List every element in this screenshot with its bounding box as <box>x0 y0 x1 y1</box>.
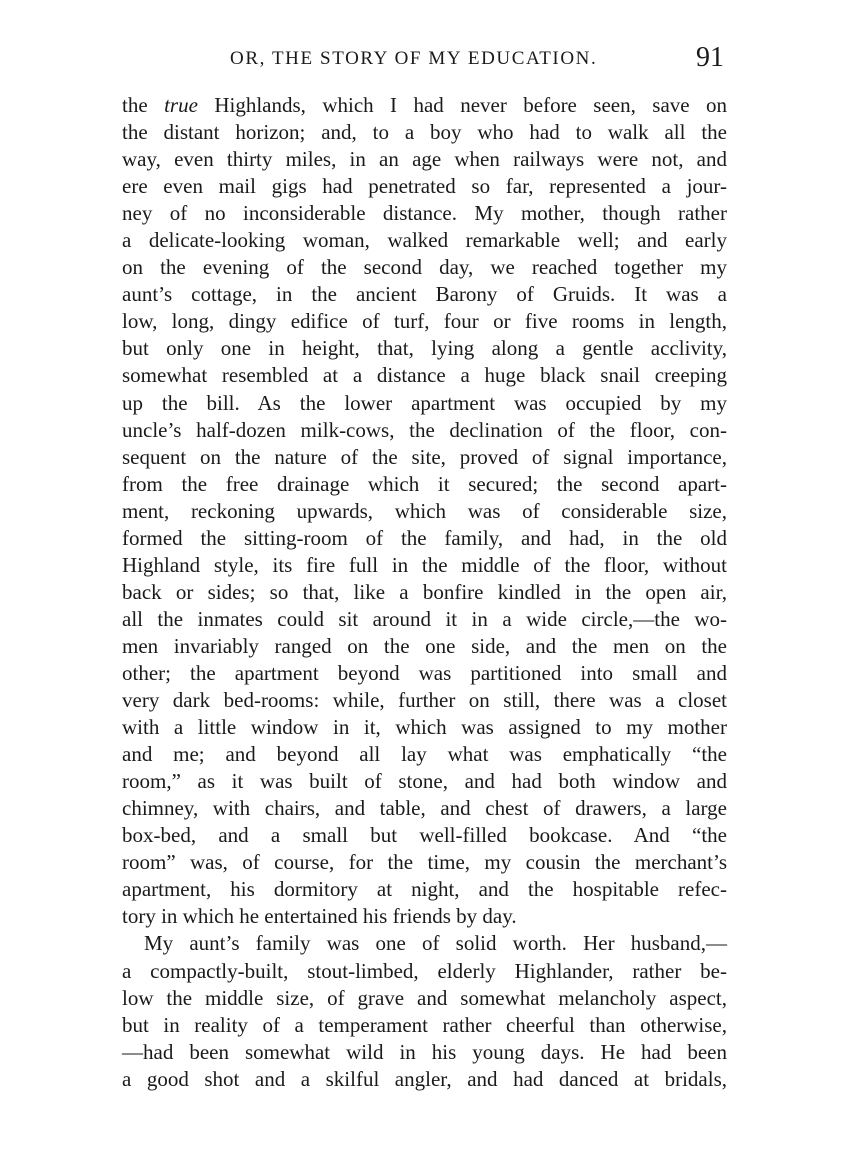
text-line: and me; and beyond all lay what was emphatically “the <box>122 742 727 767</box>
text-line: from the free drainage which it secured; the second apart- <box>122 471 727 496</box>
text-line: box-bed, and a small but well-filled bookcase. And “the <box>122 823 727 848</box>
text-line: the distant horizon; and, to a boy who had to walk all the <box>122 120 727 145</box>
paragraph-1 <box>122 92 727 930</box>
text-line: ere even mail gigs had penetrated so far, represented a jour- <box>122 174 727 199</box>
text-line: a compactly-built, stout-limbed, elderly Highlander, rather be- <box>122 958 727 983</box>
text-line: men invariably ranged on the one side, and the men on the <box>122 633 727 658</box>
text-line: up the bill. As the lower apartment was occupied by my <box>122 390 727 415</box>
text-line: My aunt’s family was one of solid worth. Her husband,— <box>144 931 727 956</box>
text-line: back or sides; so that, like a bonfire kindled in the open air, <box>122 579 727 604</box>
text-line: —had been somewhat wild in his young days. He had been <box>122 1039 727 1064</box>
italic-word: true <box>164 93 215 117</box>
text-line: formed the sitting-room of the family, and had, in the old <box>122 525 727 550</box>
text-line: tory in which he entertained his friends by day. <box>122 904 517 929</box>
text-line: Highland style, its fire full in the middle of the floor, without <box>122 552 727 577</box>
text-line-rest: Highlands, which I had never before seen, save on <box>214 93 728 117</box>
text-line: a good shot and a skilful angler, and had danced at bridals, <box>122 1066 727 1091</box>
running-title: OR, THE STORY OF MY EDUCATION. <box>230 48 598 69</box>
text-line: with a little window in it, which was assigned to my mother <box>122 715 727 740</box>
text-line: but in reality of a temperament rather cheerful than otherwise, <box>122 1012 727 1037</box>
text-line: on the evening of the second day, we reached together my <box>122 255 727 280</box>
text-line: apartment, his dormitory at night, and the hospitable refec- <box>122 877 727 902</box>
text-line-lead: the <box>122 93 165 117</box>
running-head <box>120 42 730 82</box>
text-line: aunt’s cottage, in the ancient Barony of Gruids. It was a <box>122 282 727 307</box>
text-line: uncle’s half-dozen milk-cows, the declination of the floor, con- <box>122 417 727 442</box>
text-line: ment, reckoning upwards, which was of considerable size, <box>122 498 727 523</box>
text-line: other; the apartment beyond was partitioned into small and <box>122 660 727 685</box>
text-line: room,” as it was built of stone, and had both window and <box>122 769 727 794</box>
page-number: 91 <box>696 42 724 73</box>
text-line: but only one in height, that, lying along a gentle acclivity, <box>122 336 727 361</box>
body-text <box>122 92 727 1093</box>
text-line: all the inmates could sit around it in a wide circle,—the wo- <box>122 606 727 631</box>
text-line: way, even thirty miles, in an age when railways were not, and <box>122 147 727 172</box>
text-line <box>122 92 727 119</box>
text-line: a delicate-looking woman, walked remarkable well; and early <box>122 228 727 253</box>
paragraph-2 <box>122 930 727 1092</box>
text-line: very dark bed-rooms: while, further on still, there was a closet <box>122 688 727 713</box>
text-line: room” was, of course, for the time, my cousin the merchant’s <box>122 850 727 875</box>
text-line: chimney, with chairs, and table, and chest of drawers, a large <box>122 796 727 821</box>
text-line: ney of no inconsiderable distance. My mother, though rather <box>122 201 727 226</box>
text-line: low, long, dingy edifice of turf, four or five rooms in length, <box>122 309 727 334</box>
text-line: sequent on the nature of the site, proved of signal importance, <box>122 444 727 469</box>
text-line: low the middle size, of grave and somewhat melancholy aspect, <box>122 985 727 1010</box>
text-line: somewhat resembled at a distance a huge black snail creeping <box>122 363 727 388</box>
